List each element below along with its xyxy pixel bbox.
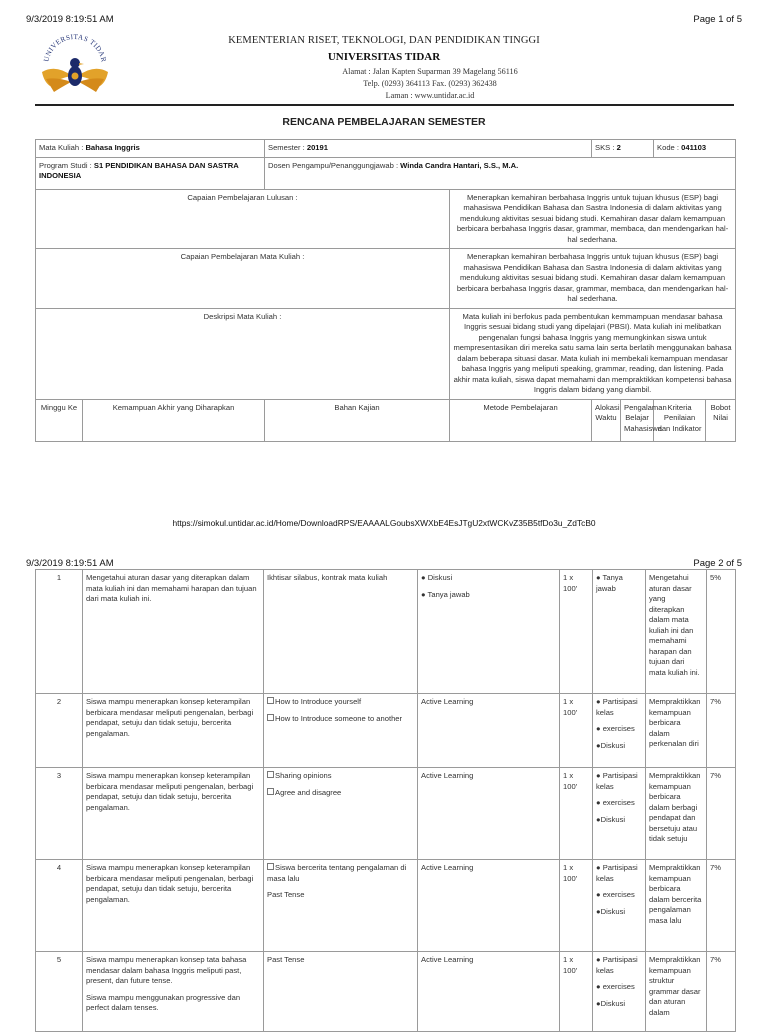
ability-cell: Siswa mampu menerapkan konsep keterampilan berbicara mendasar meliputi pengenalan, berbagi pendapat, setuju dan tidak setuju, bercerita pengalaman.	[83, 694, 264, 768]
cpl-text: Menerapkan kemahiran berbahasa Inggris untuk tujuan khusus (ESP) bagi mahasiswa Pendidikan Bahasa dan Sastra Indonesia di dalam aktivitas yang mendukung aktivitas sesuai bidang studi. Kemahiran dasar dalam kemampuan berbicara berbahasa Inggris dasar, grammar, membaca, dan mendengarkan hal-hal sederhana.	[450, 189, 736, 249]
time-cell: 1 x 100'	[560, 570, 593, 694]
university-name: UNIVERSITAS TIDAR	[327, 51, 441, 63]
page-number: Page 1 of 5	[693, 14, 742, 25]
time-cell: 1 x 100'	[560, 768, 593, 860]
svg-text:UNIVERSITAS TIDAR: UNIVERSITAS TIDAR	[42, 32, 108, 64]
col-header-time: Alokasi Waktu	[592, 399, 621, 441]
week-row	[36, 952, 736, 1032]
weekly-plan-table	[35, 569, 736, 1032]
method-cell: Active Learning	[418, 694, 560, 768]
experience-cell: ● Partisipasi kelas ● exercises ●Diskusi	[593, 952, 646, 1032]
checkbox-glyph	[267, 788, 274, 795]
course-name-cell: Mata Kuliah : Bahasa Inggris	[36, 140, 265, 158]
week-row	[36, 694, 736, 768]
weight-cell: 7%	[707, 860, 736, 952]
col-header-weight: Bobot Nilai	[706, 399, 736, 441]
method-cell: Active Learning	[418, 952, 560, 1032]
weight-cell: 7%	[707, 952, 736, 1032]
time-cell: 1 x 100'	[560, 694, 593, 768]
criteria-cell: Mempraktikkan kemampuan struktur grammar dasar dan aturan dalam	[646, 952, 707, 1032]
week-row	[36, 570, 736, 694]
time-cell: 1 x 100'	[560, 952, 593, 1032]
download-url[interactable]: https://simokul.untidar.ac.id/Home/DownloadRPS/EAAAALGoubsXWXbE4EsJTgU2xtWCKvZ35B5tfDo3u_ZdTcB0	[172, 518, 596, 528]
week-number: 5	[36, 952, 83, 1032]
website-line: Laman : www.untidar.ac.id	[385, 91, 475, 100]
description-label: Deskripsi Mata Kuliah :	[36, 308, 450, 399]
material-cell: How to Introduce yourself How to Introduce someone to another	[264, 694, 418, 768]
experience-cell: ● Partisipasi kelas ● exercises ●Diskusi	[593, 860, 646, 952]
col-header-material: Bahan Kajian	[265, 399, 450, 441]
semester-cell: Semester : 20191	[265, 140, 592, 158]
week-number: 4	[36, 860, 83, 952]
criteria-cell: Mempraktikkan kemampuan berbicara dalam perkenalan diri	[646, 694, 707, 768]
phone-line: Telp. (0293) 364113 Fax. (0293) 362438	[363, 79, 497, 88]
rps-info-table	[35, 139, 736, 442]
criteria-cell: Mempraktikkan kemampuan berbicara dalam berbagi pendapat dan bersetuju atau tidak setuju	[646, 768, 707, 860]
description-text: Mata kuliah ini berfokus pada pembentukan kemmampuan mendasar bahasa Inggris sesuai bidang studi yang dipelajari (PBSI). Mata kuliah ini melibatkan pengenalan fungsi bahasa Inggris yang memungkinkan siswa untuk mempresentasikan diri mereka satu sama lain serta berlatih menggunakan bahasa dalam beberapa situasi dasar. Mata kuliah ini membekali kemampuan mendasar bahasa Inggris yang meliputi speaking, grammar, reading, dan listening. Pada akhir mata kuliah, siswa dapat memahami dan mempraktikkan kompetensi bahasa Inggris dalam bidang yang diambil.	[450, 308, 736, 399]
material-cell: Past Tense	[264, 952, 418, 1032]
ministry-name: KEMENTERIAN RISET, TEKNOLOGI, DAN PENDIDIKAN TINGGI	[228, 35, 540, 46]
week-number: 1	[36, 570, 83, 694]
criteria-cell: Mengetahui aturan dasar yang diterapkan dalam mata kuliah ini dan memahami harapan dan tujuan dari mata kuliah ini.	[646, 570, 707, 694]
sks-cell: SKS : 2	[592, 140, 654, 158]
week-row	[36, 860, 736, 952]
col-header-experience: Pengalaman Belajar Mahasiswa	[621, 399, 654, 441]
material-cell: Siswa bercerita tentang pengalaman di masa lalu Past Tense	[264, 860, 418, 952]
col-header-ability: Kemampuan Akhir yang Diharapkan	[83, 399, 265, 441]
col-header-method: Metode Pembelajaran	[450, 399, 592, 441]
week-number: 3	[36, 768, 83, 860]
page-title: RENCANA PEMBELAJARAN SEMESTER	[282, 116, 486, 128]
header-divider	[35, 104, 734, 106]
weight-cell: 5%	[707, 570, 736, 694]
method-cell: ● Diskusi ● Tanya jawab	[418, 570, 560, 694]
week-number: 2	[36, 694, 83, 768]
material-cell: Ikhtisar silabus, kontrak mata kuliah	[264, 570, 418, 694]
cpmk-text: Menerapkan kemahiran berbahasa Inggris untuk tujuan khusus (ESP) bagi mahasiswa Pendidikan Bahasa dan Sastra Indonesia di dalam aktivitas yang mendukung aktivitas sesuai bidang studi. Kemahiran dasar dalam kemampuan berbicara berbahasa Inggris dasar, grammar, membaca, dan mendengarkan hal-hal sederhana.	[450, 249, 736, 309]
experience-cell: ● Tanya jawab	[593, 570, 646, 694]
weight-cell: 7%	[707, 768, 736, 860]
experience-cell: ● Partisipasi kelas ● exercises ●Diskusi	[593, 768, 646, 860]
col-header-week: Minggu Ke	[36, 399, 83, 441]
ability-cell: Siswa mampu menerapkan konsep keterampilan berbicara mendasar meliputi pengenalan, berbagi pendapat, setuju dan tidak setuju, bercerita pengalaman.	[83, 768, 264, 860]
col-header-criteria: Kriteria Penilaian dan Indikator	[654, 399, 706, 441]
cpmk-label: Capaian Pembelajaran Mata Kuliah :	[36, 249, 450, 309]
ability-cell: Siswa mampu menerapkan konsep tata bahasa mendasar dalam bahasa Inggris meliputi past, present, dan future tense. Siswa mampu menggunakan progressive dan perfect dalam tenses.	[83, 952, 264, 1032]
method-cell: Active Learning	[418, 768, 560, 860]
checkbox-glyph	[267, 863, 274, 870]
ability-cell: Mengetahui aturan dasar yang diterapkan dalam mata kuliah ini dan memahami harapan dan tujuan dari mata kuliah ini.	[83, 570, 264, 694]
material-cell: Sharing opinions Agree and disagree	[264, 768, 418, 860]
print-timestamp-2: 9/3/2019 8:19:51 AM	[26, 558, 114, 569]
weight-cell: 7%	[707, 694, 736, 768]
week-row	[36, 768, 736, 860]
print-timestamp: 9/3/2019 8:19:51 AM	[26, 14, 114, 25]
time-cell: 1 x 100'	[560, 860, 593, 952]
criteria-cell: Mempraktikkan kemampuan berbicara dalam bercerita pengalaman masa lalu	[646, 860, 707, 952]
ability-cell: Siswa mampu menerapkan konsep keterampilan berbicara mendasar meliputi pengenalan, berbagi pendapat, setuju dan tidak setuju, bercerita pengalaman.	[83, 860, 264, 952]
method-cell: Active Learning	[418, 860, 560, 952]
course-code-cell: Kode : 041103	[654, 140, 736, 158]
address-line: Alamat : Jalan Kapten Suparman 39 Magelang 56116	[342, 67, 518, 76]
checkbox-glyph	[267, 697, 274, 704]
checkbox-glyph	[267, 771, 274, 778]
cpl-label: Capaian Pembelajaran Lulusan :	[36, 189, 450, 249]
page-number-2: Page 2 of 5	[693, 558, 742, 569]
checkbox-glyph	[267, 714, 274, 721]
study-program-cell: Program Studi : S1 PENDIDIKAN BAHASA DAN SASTRA INDONESIA	[36, 157, 265, 189]
experience-cell: ● Partisipasi kelas ● exercises ●Diskusi	[593, 694, 646, 768]
lecturer-cell: Dosen Pengampu/Penanggungjawab : Winda Candra Hantari, S.S., M.A.	[265, 157, 736, 189]
